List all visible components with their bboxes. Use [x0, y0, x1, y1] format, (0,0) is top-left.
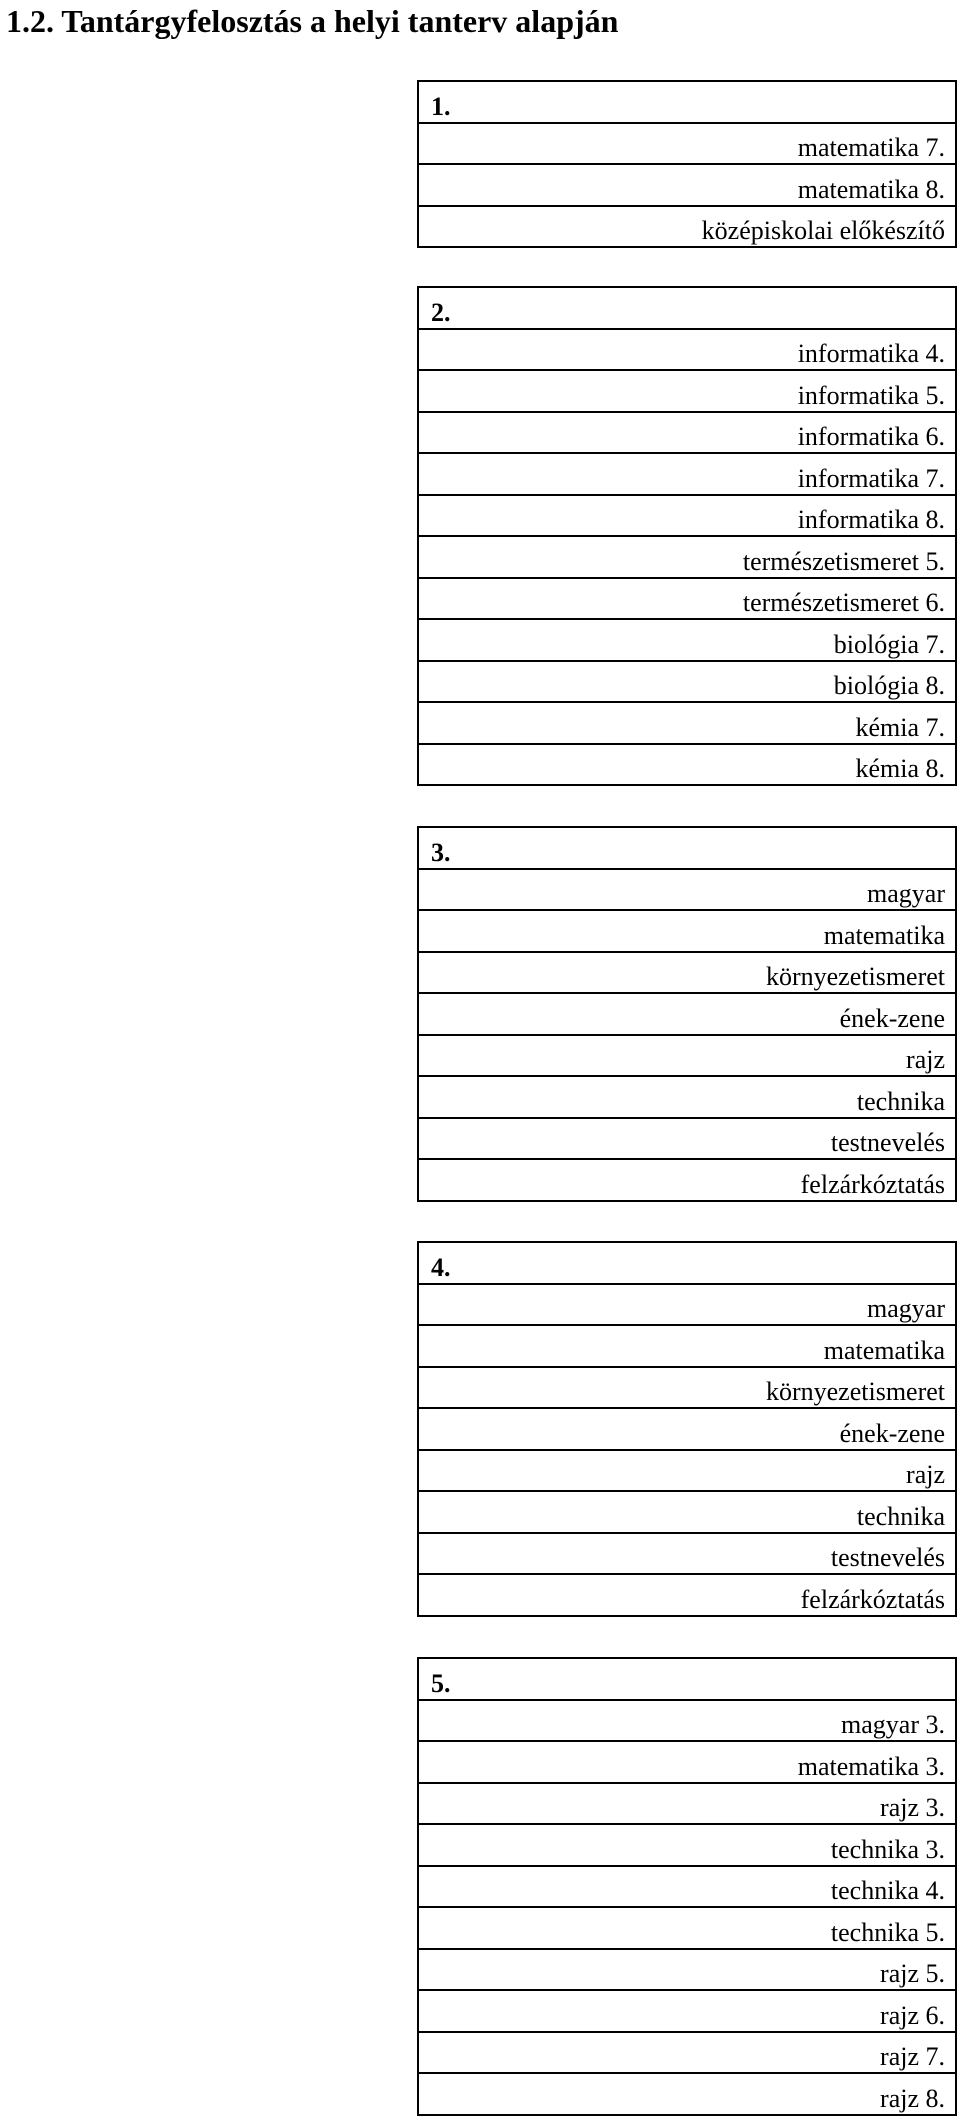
- table-row: [418, 329, 956, 371]
- table-row: [418, 1408, 956, 1450]
- table-row: [418, 702, 956, 744]
- table-row: [418, 910, 956, 952]
- block-label: 1.: [418, 81, 956, 123]
- table-row: [418, 1035, 956, 1077]
- table-row: [418, 1159, 956, 1201]
- subject-block-4: [417, 1241, 957, 1617]
- subject-cell: matematika: [418, 1325, 956, 1367]
- subject-block-3: [417, 826, 957, 1202]
- subject-block-1: [417, 80, 957, 248]
- subject-cell: magyar: [418, 1284, 956, 1326]
- subject-cell: rajz: [418, 1450, 956, 1492]
- subject-cell: rajz 3.: [418, 1783, 956, 1825]
- block-label: 5.: [418, 1658, 956, 1700]
- subject-cell: technika: [418, 1491, 956, 1533]
- table-row: [418, 1450, 956, 1492]
- subject-cell: környezetismeret: [418, 1367, 956, 1409]
- table-row: [418, 412, 956, 454]
- table-row: [418, 578, 956, 620]
- subject-cell: technika: [418, 1076, 956, 1118]
- subject-cell: matematika: [418, 910, 956, 952]
- table-row: [418, 1907, 956, 1949]
- subject-cell: rajz 5.: [418, 1949, 956, 1991]
- table-row: [418, 619, 956, 661]
- table-row: [418, 661, 956, 703]
- table-row: [418, 1949, 956, 1991]
- table-row: [418, 1824, 956, 1866]
- subject-cell: kémia 7.: [418, 702, 956, 744]
- subject-cell: magyar: [418, 869, 956, 911]
- table-row: [418, 744, 956, 786]
- table-row: [418, 993, 956, 1035]
- subject-cell: ének-zene: [418, 1408, 956, 1450]
- block-label: 4.: [418, 1242, 956, 1284]
- block-label: 2.: [418, 287, 956, 329]
- table-row: [418, 1990, 956, 2032]
- table-row: [418, 1574, 956, 1616]
- subject-cell: biológia 8.: [418, 661, 956, 703]
- subject-cell: rajz 6.: [418, 1990, 956, 2032]
- table-row: [418, 164, 956, 206]
- table-row: [418, 1866, 956, 1908]
- subject-cell: magyar 3.: [418, 1700, 956, 1742]
- subject-cell: matematika 3.: [418, 1741, 956, 1783]
- subject-cell: technika 4.: [418, 1866, 956, 1908]
- table-row: [418, 2032, 956, 2074]
- table-row: [418, 1325, 956, 1367]
- subject-cell: kémia 8.: [418, 744, 956, 786]
- subject-block-2: [417, 286, 957, 786]
- subject-cell: informatika 8.: [418, 495, 956, 537]
- subject-cell: testnevelés: [418, 1533, 956, 1575]
- subject-cell: természetismeret 5.: [418, 536, 956, 578]
- table-row: [418, 123, 956, 165]
- subject-cell: technika 3.: [418, 1824, 956, 1866]
- table-row: [418, 1741, 956, 1783]
- subject-cell: informatika 5.: [418, 370, 956, 412]
- subject-cell: informatika 4.: [418, 329, 956, 371]
- table-row: [418, 206, 956, 248]
- subject-cell: rajz: [418, 1035, 956, 1077]
- subject-cell: felzárkóztatás: [418, 1159, 956, 1201]
- table-row: [418, 2073, 956, 2115]
- subject-cell: rajz 8.: [418, 2073, 956, 2115]
- subject-cell: középiskolai előkészítő: [418, 206, 956, 248]
- page-title: 1.2. Tantárgyfelosztás a helyi tanterv alapján: [6, 3, 619, 39]
- table-row: [418, 1284, 956, 1326]
- subject-cell: technika 5.: [418, 1907, 956, 1949]
- table-row: [418, 1700, 956, 1742]
- block-label: 3.: [418, 827, 956, 869]
- subject-cell: biológia 7.: [418, 619, 956, 661]
- subject-cell: informatika 6.: [418, 412, 956, 454]
- table-row: [418, 1491, 956, 1533]
- table-row: [418, 1118, 956, 1160]
- table-row: [418, 1783, 956, 1825]
- subject-cell: ének-zene: [418, 993, 956, 1035]
- table-row: [418, 1367, 956, 1409]
- table-row: [418, 453, 956, 495]
- table-row: [418, 869, 956, 911]
- subject-cell: környezetismeret: [418, 952, 956, 994]
- subject-cell: matematika 8.: [418, 164, 956, 206]
- subject-cell: felzárkóztatás: [418, 1574, 956, 1616]
- table-row: [418, 536, 956, 578]
- subject-cell: természetismeret 6.: [418, 578, 956, 620]
- subject-cell: rajz 7.: [418, 2032, 956, 2074]
- table-row: [418, 370, 956, 412]
- table-row: [418, 495, 956, 537]
- table-row: [418, 1076, 956, 1118]
- table-row: [418, 1533, 956, 1575]
- subject-block-5: [417, 1657, 957, 2116]
- subject-cell: testnevelés: [418, 1118, 956, 1160]
- table-row: [418, 952, 956, 994]
- subject-cell: informatika 7.: [418, 453, 956, 495]
- subject-cell: matematika 7.: [418, 123, 956, 165]
